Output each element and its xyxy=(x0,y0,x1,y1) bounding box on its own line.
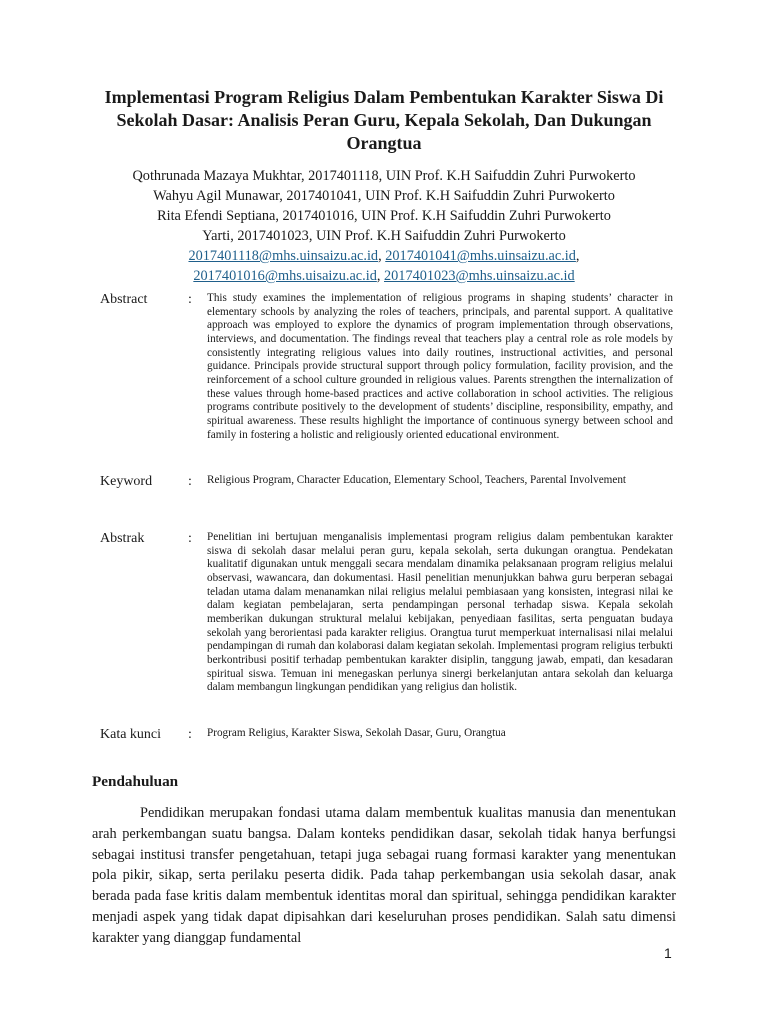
keyword-id-row xyxy=(100,727,673,745)
keyword-id-text: Program Religius, Karakter Siswa, Sekolah Dasar, Guru, Orangtua xyxy=(207,727,506,739)
email-link[interactable]: 2017401023@mhs.uinsaizu.ac.id xyxy=(384,268,575,284)
colon: : xyxy=(188,474,192,489)
abstract-id-row xyxy=(100,531,673,723)
keyword-en-label: Keyword xyxy=(100,474,153,489)
colon: : xyxy=(188,531,192,546)
keyword-id-label: Kata kunci xyxy=(100,727,162,742)
keyword-en-text: Religious Program, Character Education, Elementary School, Teachers, Parental Involvement xyxy=(207,474,627,486)
author-line: Wahyu Agil Munawar, 2017401041, UIN Prof. K.H Saifuddin Zuhri Purwokerto xyxy=(153,188,615,204)
email-link[interactable]: 2017401041@mhs.uinsaizu.ac.id xyxy=(385,248,576,264)
email-link[interactable]: 2017401016@mhs.uisaizu.ac.id xyxy=(193,268,377,284)
author-line: Yarti, 2017401023, UIN Prof. K.H Saifuddin Zuhri Purwokerto xyxy=(202,228,566,244)
section-heading-introduction: Pendahuluan xyxy=(92,773,179,790)
abstract-id-text: Penelitian ini bertujuan menganalisis implementasi program religius dalam pembentukan karakter siswa di sekolah dasar melalui peran guru, kepala sekolah, serta dukungan orangtua. Pendekatan kualitatif digunakan untuk menggali secara mendalam dinamika pelaksanaan program religius melalui observasi, wawancara, dan dokumentasi. Hasil penelitian menunjukkan bahwa guru berperan sebagai teladan utama dalam menanamkan nilai religius melalui pembiasaan yang konsisten, integrasi nilai ke dalam kegiatan pembelajaran, serta pendampingan personal terhadap siswa. Kepala sekolah memberikan dukungan struktural melalui kebijakan, penyediaan fasilitas, serta penguatan budaya sekolah yang berorientasi pada karakter religius. Orangtua turut memperkuat internalisasi nilai melalui pendampingan di rumah dan kolaborasi dalam kegiatan sekolah. Implementasi program religius terbukti berkontribusi positif terhadap pembentukan karakter disiplin, tanggung jawab, empati, dan kesadaran spiritual siswa. Temuan ini menegaskan perlunya sinergi berkelanjutan antara sekolah dan keluarga dalam membangun lingkungan pendidikan yang religius dan holistik. xyxy=(207,531,674,694)
colon: : xyxy=(188,292,192,307)
introduction-paragraph: Pendidikan merupakan fondasi utama dalam membentuk kualitas manusia dan menentukan arah perkembangan suatu bangsa. Dalam konteks pendidikan dasar, sekolah tidak hanya berfungsi sebagai institusi transfer pengetahuan, tetapi juga sebagai ruang formasi karakter yang menentukan pola pikir, sikap, serta perilaku peserta didik. Pada tahap perkembangan usia sekolah dasar, anak berada pada fase kritis dalam membentuk identitas moral dan spiritual, sehingga pendidikan karakter menjadi aspek yang tidak dapat dipisahkan dari keseluruhan proses pendidikan. Salah satu dimensi karakter yang dianggap fundamental xyxy=(92,805,676,946)
abstract-en-row xyxy=(100,292,673,468)
abstract-en-label: Abstract xyxy=(100,292,148,307)
author-block xyxy=(90,166,678,286)
separator: , xyxy=(376,268,381,284)
page-number: 1 xyxy=(664,945,672,961)
email-link[interactable]: 2017401118@mhs.uinsaizu.ac.id xyxy=(188,248,379,264)
colon: : xyxy=(188,727,192,742)
separator: , xyxy=(575,248,580,264)
abstract-id-label: Abstrak xyxy=(100,531,145,546)
author-line: Rita Efendi Septiana, 2017401016, UIN Prof. K.H Saifuddin Zuhri Purwokerto xyxy=(157,208,611,224)
email-line xyxy=(90,266,678,286)
keyword-en-row xyxy=(100,474,673,504)
paper-title: Implementasi Program Religius Dalam Pembentukan Karakter Siswa Di Sekolah Dasar: Analisis Peran Guru, Kepala Sekolah, Dan Dukungan Orangtua xyxy=(104,87,664,153)
email-line xyxy=(90,246,678,266)
author-line: Qothrunada Mazaya Mukhtar, 2017401118, UIN Prof. K.H Saifuddin Zuhri Purwokerto xyxy=(132,168,636,184)
abstract-en-text: This study examines the implementation of religious programs in shaping students’ character in elementary schools by analyzing the roles of teachers, principals, and parental support. A qualitative approach was employed to explore the dynamics of program implementation through observations, interviews, and documentation. The findings reveal that teachers play a central role as role models by consistently integrating religious values into daily routines, instructional activities, and personal guidance. Principals provide structural support through policy formulation, facility provision, and the reinforcement of a school culture grounded in religious values. Parents strengthen the internalization of these values through home-based practices and active collaboration in school activities. The religious programs contribute positively to the development of students’ discipline, responsibility, empathy, and spiritual awareness. These results highlight the importance of continuous synergy between school and family in fostering a holistic and religiously oriented educational environment. xyxy=(207,292,673,441)
separator: , xyxy=(378,248,382,264)
